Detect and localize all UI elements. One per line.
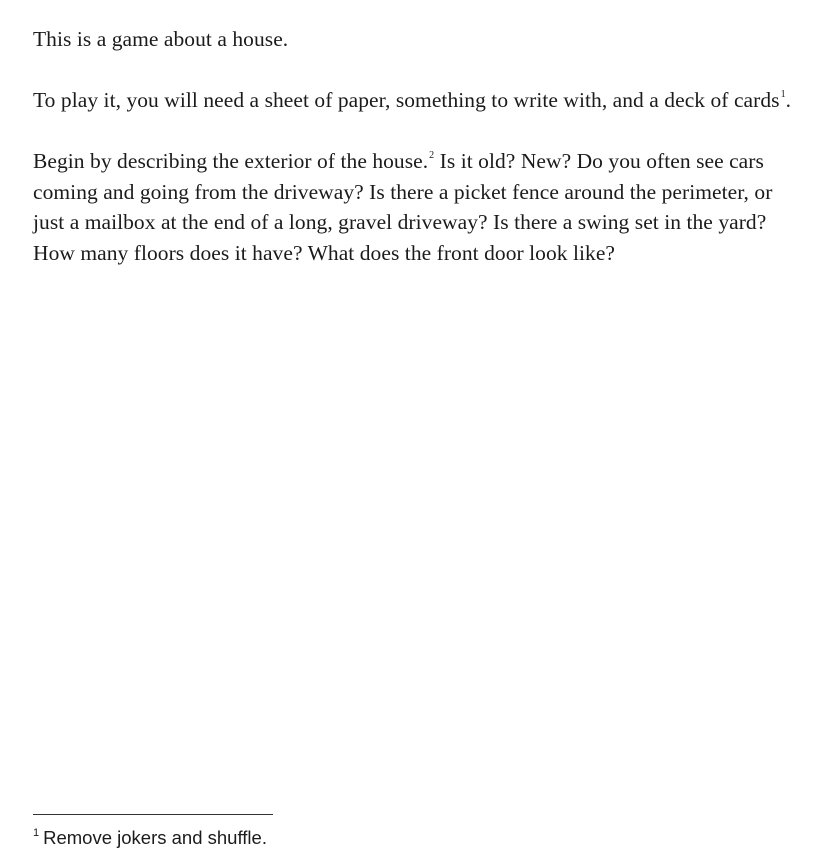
footnote <box>33 825 793 851</box>
footnote-text: Remove jokers and shuffle. <box>43 827 267 848</box>
paragraph-text: To play it, you will need a sheet of paper, something to write with, and a deck of cards <box>33 88 780 112</box>
document-body <box>33 24 808 299</box>
paragraph-text: This is a game about a house. <box>33 27 289 51</box>
paragraph-intro <box>33 24 808 55</box>
footnotes-section <box>33 814 793 851</box>
footnote-number: 1 <box>33 826 40 839</box>
paragraph-materials <box>33 85 808 116</box>
paragraph-text: Begin by describing the exterior of the house. <box>33 149 429 173</box>
paragraph-text-end: . <box>785 88 792 112</box>
footnote-divider <box>33 814 273 815</box>
paragraph-text-end: Is it old? New? Do you often see cars coming and going from the driveway? Is there a picket fence around the perimeter, or just a mailbox at the end of a long, gravel driveway? Is there a swing set in the yard? How many floors does it have? What does the front door look like? <box>33 149 773 265</box>
footnote-reference[interactable]: 2 <box>429 149 435 161</box>
paragraph-exterior <box>33 146 808 268</box>
footnote-reference[interactable]: 1 <box>780 88 786 100</box>
